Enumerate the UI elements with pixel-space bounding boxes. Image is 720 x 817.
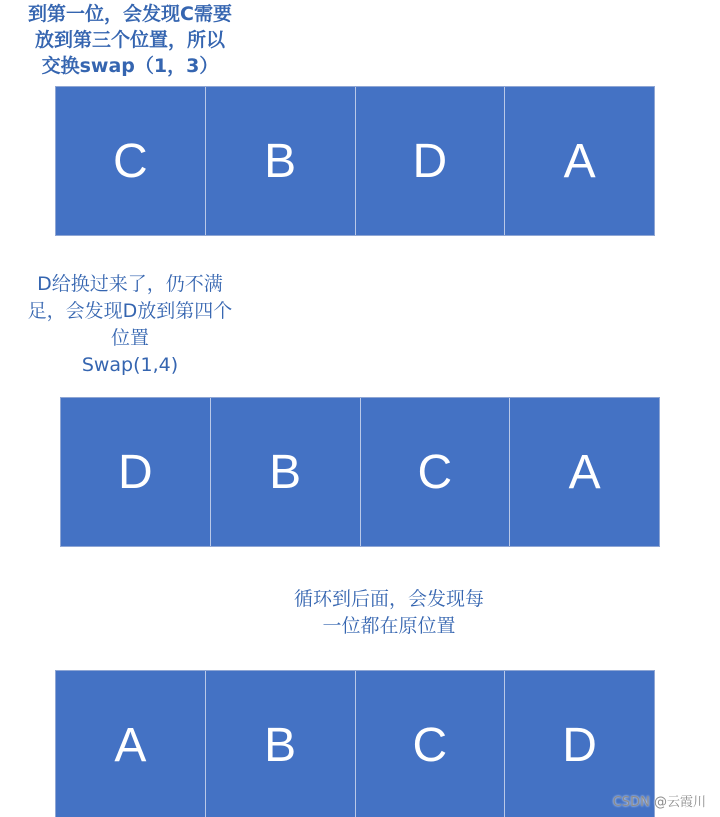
annotation-line: 足，会发现D放到第四个 <box>27 300 233 322</box>
array-cell: A <box>510 398 659 546</box>
array-cell: C <box>56 87 206 235</box>
annotation-line: 一位都在原位置 <box>322 615 456 637</box>
array-cell: D <box>61 398 211 546</box>
annotation-line: 放到第三个位置，所以 <box>34 29 225 51</box>
array-cell: B <box>206 671 356 817</box>
annotation-line: 交换swap（1，3） <box>41 55 219 77</box>
step-2-annotation <box>0 271 260 379</box>
annotation-line: 位置 <box>110 327 149 349</box>
array-cell: A <box>56 671 206 817</box>
array-cell: D <box>356 87 506 235</box>
array-row-1 <box>55 86 655 236</box>
watermark: CSDN @云霞川 <box>612 795 706 810</box>
array-cell: C <box>356 671 506 817</box>
step-3-annotation <box>259 586 519 640</box>
array-cell: A <box>505 87 654 235</box>
array-cell: D <box>505 671 654 817</box>
annotation-line: 循环到后面，会发现每 <box>293 588 484 610</box>
annotation-line: 到第一位，会发现C需要 <box>28 3 232 25</box>
array-cell: B <box>211 398 361 546</box>
array-row-2 <box>60 397 660 547</box>
array-cell: C <box>361 398 511 546</box>
array-row-3 <box>55 670 655 817</box>
array-cell: B <box>206 87 356 235</box>
annotation-line: D给换过来了，仍不满 <box>37 273 223 295</box>
step-1-annotation <box>0 1 260 79</box>
annotation-line: Swap(1,4) <box>81 354 179 376</box>
